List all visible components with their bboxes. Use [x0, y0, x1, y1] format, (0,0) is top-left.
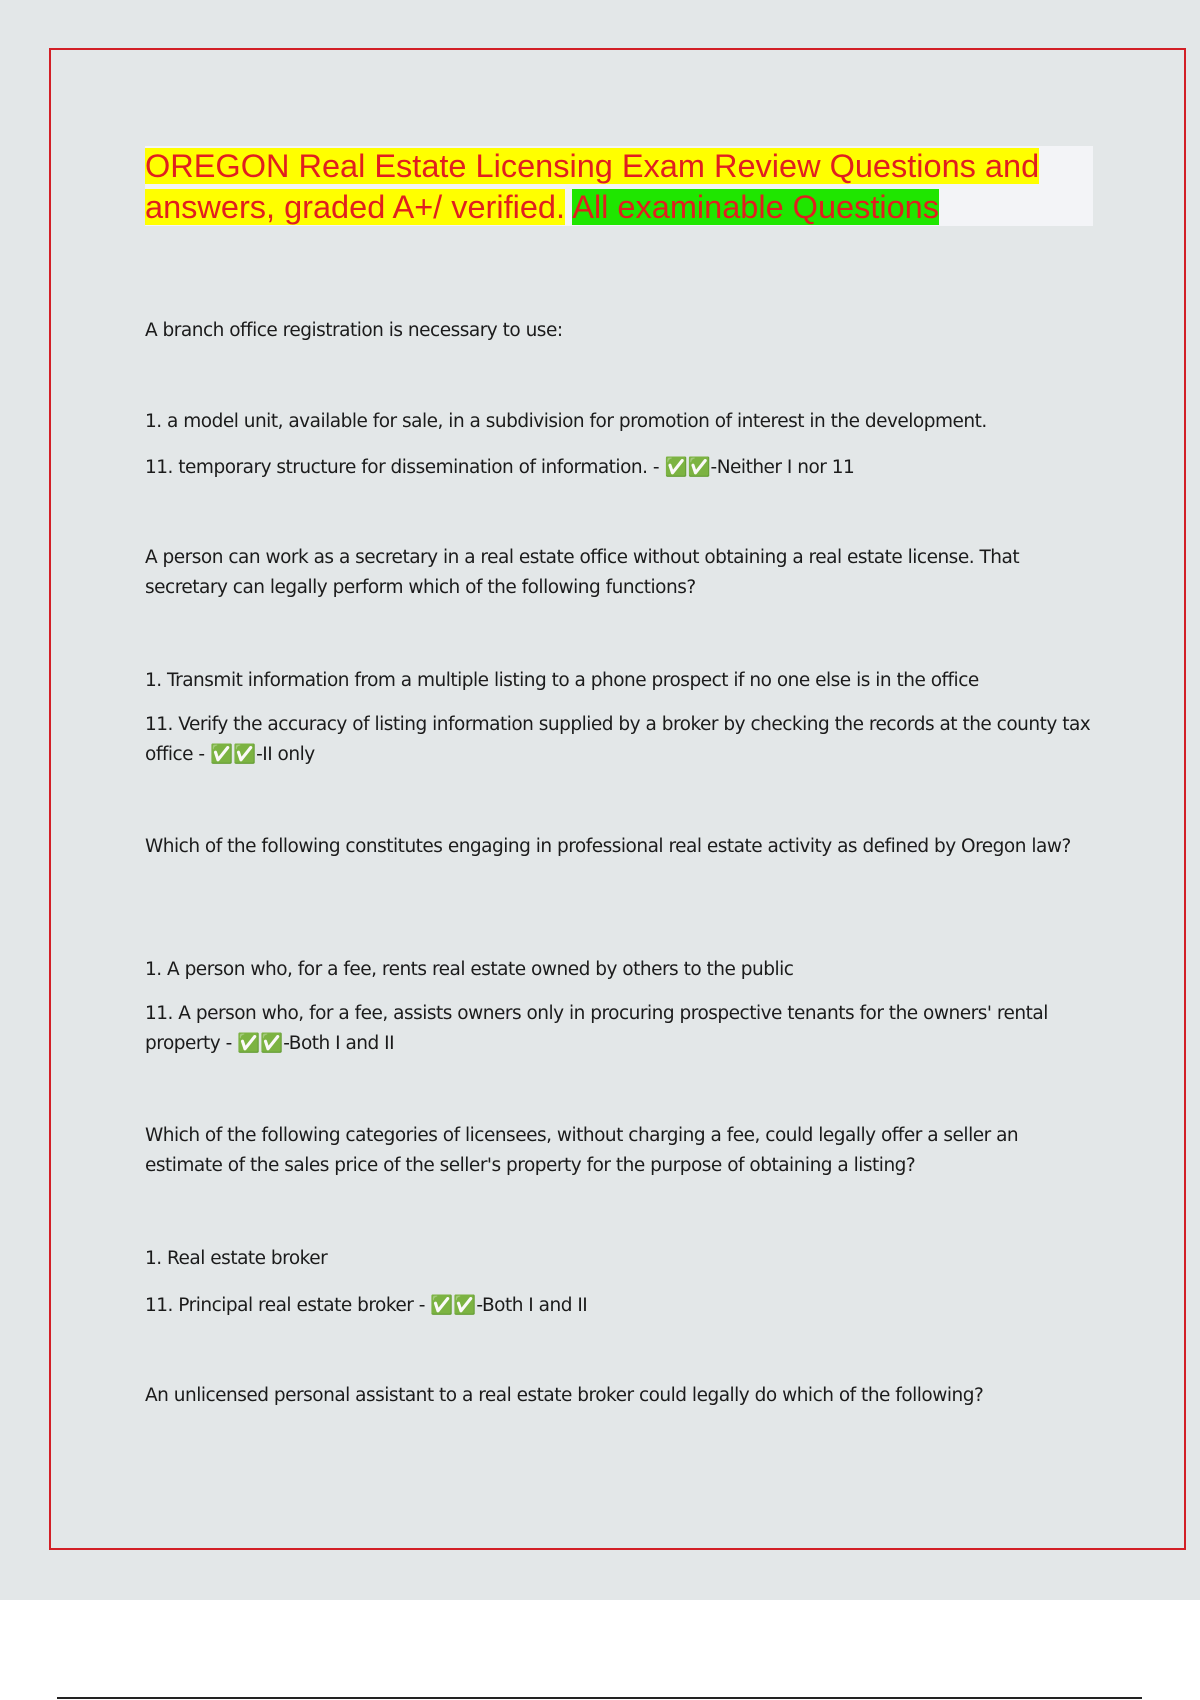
question-3-option-1: 1. A person who, for a fee, rents real estate owned by others to the public [145, 959, 794, 980]
question-1-option-1: 1. a model unit, available for sale, in a subdivision for promotion of interest in the development. [145, 411, 987, 432]
checkmark-icon: ✅✅ [664, 457, 711, 478]
title-line-2-text: answers, graded A+/ verified. [145, 188, 566, 225]
title-highlight-green: All examinable Questions [572, 188, 940, 225]
question-2-option-1: 1. Transmit information from a multiple listing to a phone prospect if no one else is in the office [145, 670, 979, 691]
question-4-option-2 [145, 1291, 1095, 1321]
question-2-option-2-text: 11. Verify the accuracy of listing information supplied by a broker by checking the records at the county tax office - [145, 714, 1091, 765]
page-frame [49, 48, 1186, 1550]
question-3: Which of the following constitutes engaging in professional real estate activity as defined by Oregon law? [145, 836, 1071, 857]
question-1: A branch office registration is necessary to use: [145, 320, 563, 341]
question-3-option-2-text: 11. A person who, for a fee, assists owners only in procuring prospective tenants for the owners' rental property - [145, 1003, 1048, 1054]
question-5: An unlicensed personal assistant to a real estate broker could legally do which of the following? [145, 1385, 984, 1406]
question-2-answer: -II only [256, 744, 315, 765]
checkmark-icon: ✅✅ [430, 1295, 477, 1316]
title-line-1-text: OREGON Real Estate Licensing Exam Review Questions and [145, 148, 1040, 184]
question-4-option-1: 1. Real estate broker [145, 1248, 328, 1269]
question-4-answer: -Both I and II [476, 1295, 588, 1316]
question-4: Which of the following categories of licensees, without charging a fee, could legally offer a seller an estimate of the sales price of the seller's property for the purpose of obtaining a listing? [145, 1125, 1019, 1176]
title-line-2 [145, 187, 1093, 228]
question-2-option-2 [145, 710, 1095, 770]
checkmark-icon: ✅✅ [237, 1033, 284, 1054]
checkmark-icon: ✅✅ [209, 744, 257, 765]
document-title [145, 146, 1093, 226]
question-3-option-2 [145, 999, 1095, 1059]
question-1-answer: -Neither I nor 11 [710, 457, 855, 478]
question-3-answer: -Both I and II [283, 1033, 395, 1054]
title-line-1 [145, 146, 1093, 187]
page-divider [57, 1697, 1142, 1699]
question-1-option-2 [145, 453, 1095, 483]
question-4-option-2-text: 11. Principal real estate broker - [145, 1295, 425, 1316]
question-2: A person can work as a secretary in a real estate office without obtaining a real estate license. That secretary can legally perform which of the following functions? [145, 547, 1020, 598]
question-1-option-2-text: 11. temporary structure for dissemination of information. - [145, 457, 660, 478]
